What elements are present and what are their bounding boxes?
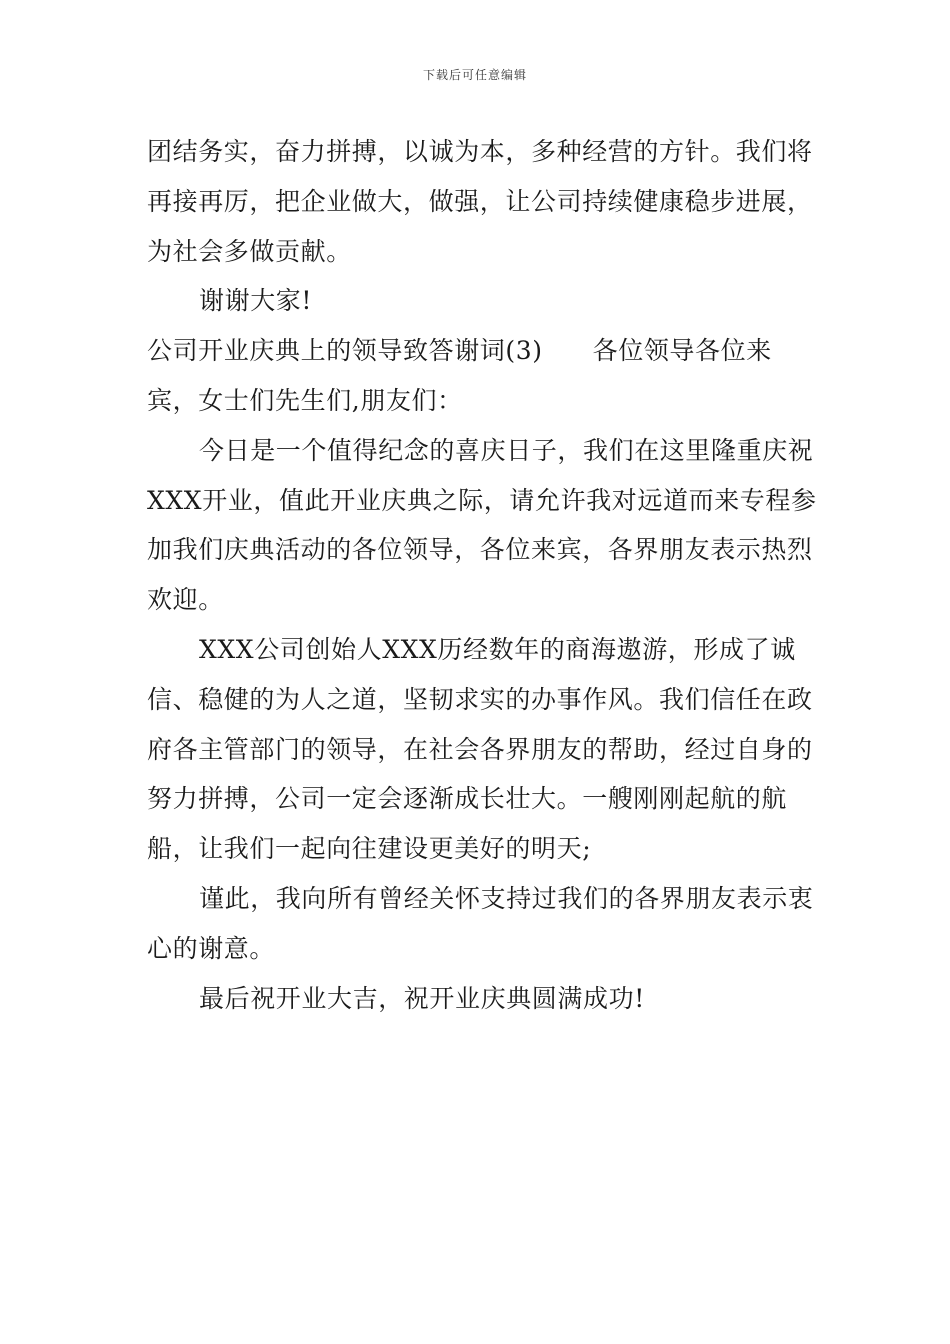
page-header: 下载后可任意编辑 [422,68,527,82]
section-title: 公司开业庆典上的领导致答谢词(3) [147,336,543,366]
paragraph-title-line [147,326,817,426]
paragraph-founder: XXX公司创始人XXX历经数年的商海遨游，形成了诚信、稳健的为人之道，坚韧求实的办事作风。我们信任在政府各主管部门的领导，在社会各界朋友的帮助，经过自身的努力拼搏，公司一定会逐渐成长壮大。一艘刚刚起航的航船，让我们一起向往建设更美好的明天; [147,634,813,864]
paragraph-closing: 最后祝开业大吉，祝开业庆典圆满成功! [199,983,645,1013]
salutation: 各位领导各位来宾，女士们先生们,朋友们： [147,336,772,415]
document-body [147,127,817,1023]
paragraph-continuation: 团结务实，奋力拼搏，以诚为本，多种经营的方针。我们将再接再厉，把企业做大，做强，让公司持续健康稳步进展，为社会多做贡献。 [147,137,813,266]
paragraph-thanks: 谢谢大家! [199,286,313,316]
paragraph-opening: 今日是一个值得纪念的喜庆日子，我们在这里隆重庆祝XXX开业，值此开业庆典之际，请允许我对远道而来专程参加我们庆典活动的各位领导，各位来宾，各界朋友表示热烈欢迎。 [147,435,817,615]
paragraph-gratitude: 谨此，我向所有曾经关怀支持过我们的各界朋友表示衷心的谢意。 [147,883,814,963]
